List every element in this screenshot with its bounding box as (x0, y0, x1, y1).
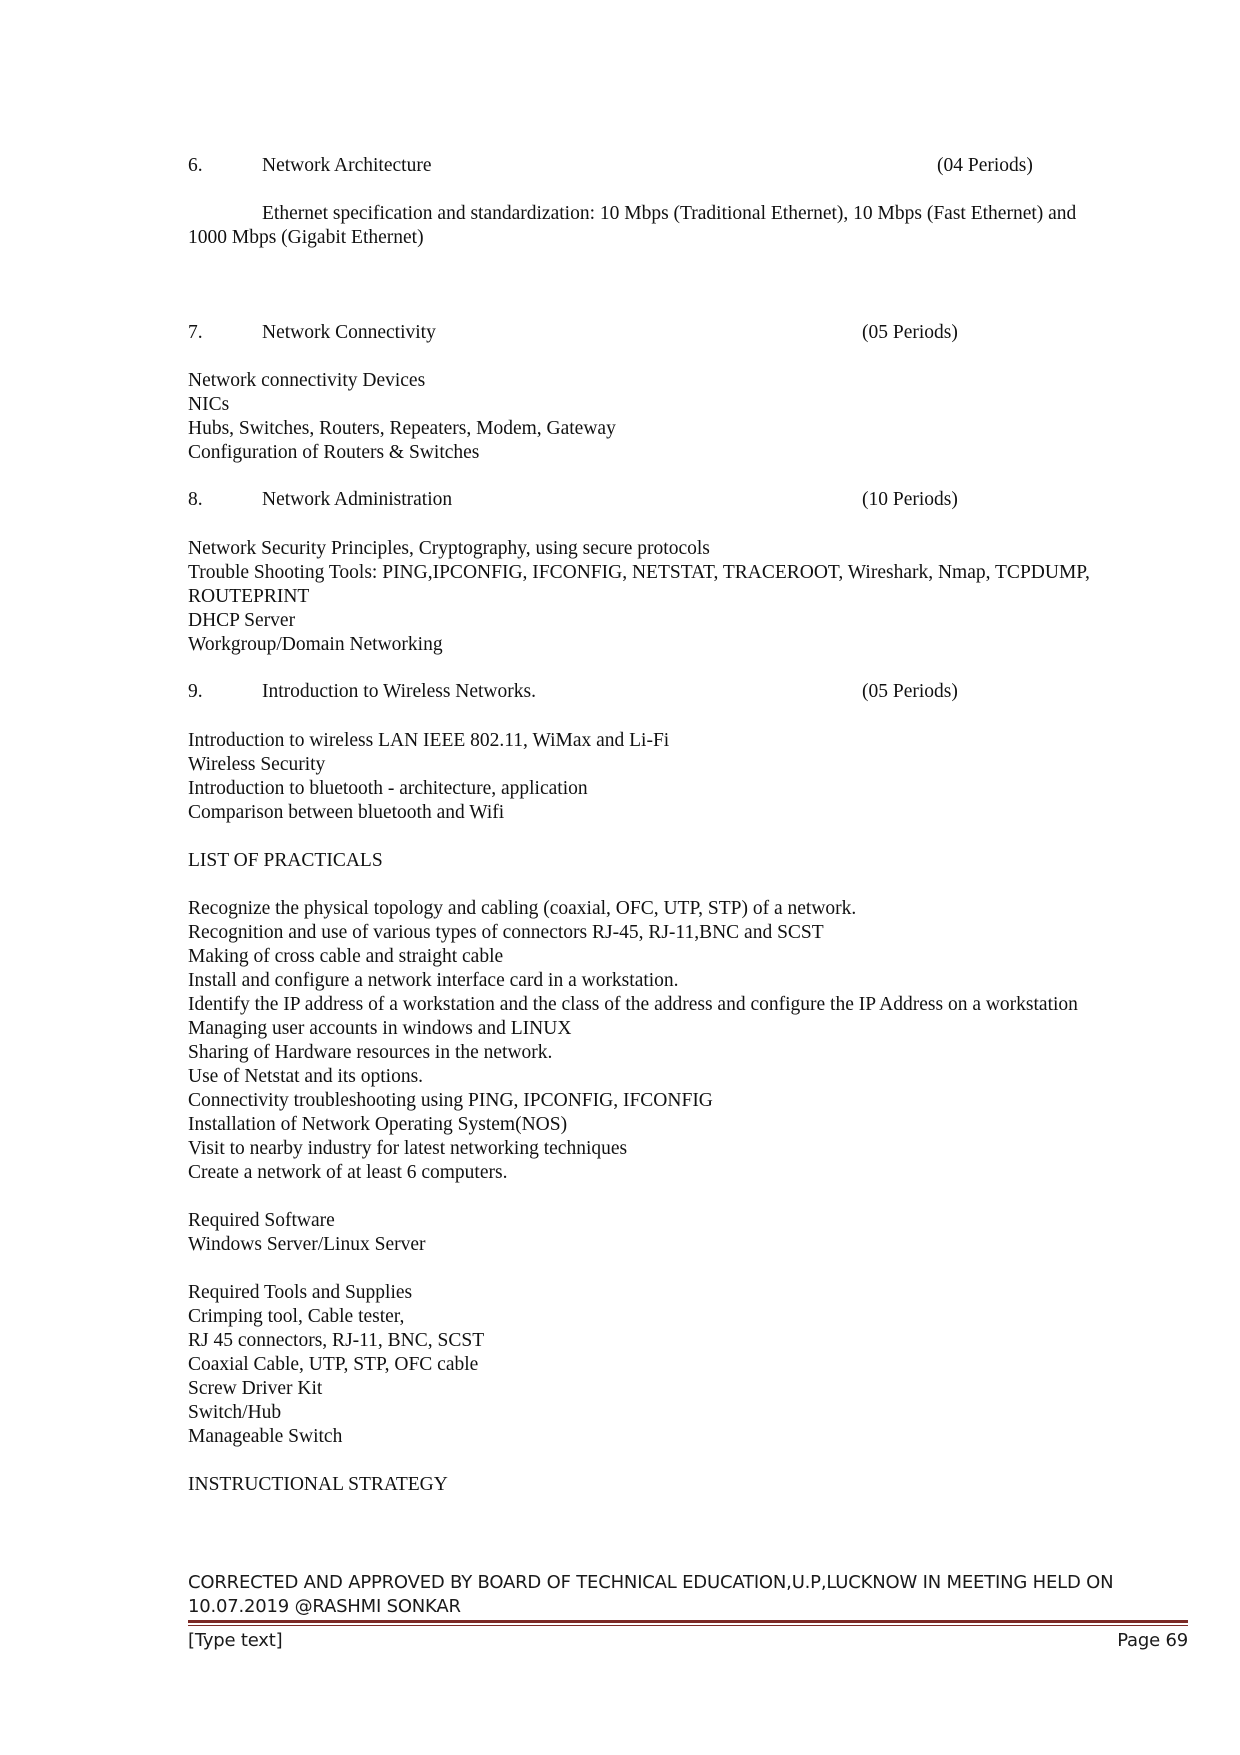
page-number: Page 69 (1117, 1630, 1188, 1651)
section-paragraph: Ethernet specification and standardization: 10 Mbps (Traditional Ethernet), 10 Mbps (Fast Ethernet) and (262, 203, 1077, 224)
footer-divider (188, 1625, 1188, 1626)
list-item: Managing user accounts in windows and LINUX (188, 1018, 572, 1039)
list-item: Windows Server/Linux Server (188, 1234, 426, 1255)
section-number: 7. (188, 322, 203, 343)
list-item: Coaxial Cable, UTP, STP, OFC cable (188, 1354, 479, 1375)
footer-divider (188, 1620, 1188, 1623)
section-heading: Required Tools and Supplies (188, 1282, 413, 1303)
list-item: Screw Driver Kit (188, 1378, 323, 1399)
list-item: Hubs, Switches, Routers, Repeaters, Modem, Gateway (188, 418, 616, 439)
list-item: Install and configure a network interface card in a workstation. (188, 970, 679, 991)
list-item: Comparison between bluetooth and Wifi (188, 802, 505, 823)
list-item: ROUTEPRINT (188, 586, 310, 607)
section-periods: (05 Periods) (862, 322, 958, 343)
list-item: Configuration of Routers & Switches (188, 442, 480, 463)
list-item: DHCP Server (188, 610, 296, 631)
section-periods: (05 Periods) (862, 681, 958, 702)
section-title: Network Administration (262, 489, 453, 510)
list-item: RJ 45 connectors, RJ-11, BNC, SCST (188, 1330, 485, 1351)
section-title: Network Connectivity (262, 322, 436, 343)
list-item: Network Security Principles, Cryptography, using secure protocols (188, 538, 710, 559)
list-item: Recognize the physical topology and cabling (coaxial, OFC, UTP, STP) of a network. (188, 898, 857, 919)
list-item: Sharing of Hardware resources in the network. (188, 1042, 553, 1063)
list-item: Wireless Security (188, 754, 326, 775)
list-item: Introduction to bluetooth - architecture, application (188, 778, 588, 799)
list-item: Visit to nearby industry for latest networking techniques (188, 1138, 628, 1159)
list-item: Installation of Network Operating System(NOS) (188, 1114, 568, 1135)
list-item: Manageable Switch (188, 1426, 343, 1447)
list-item: Making of cross cable and straight cable (188, 946, 504, 967)
list-item: Connectivity troubleshooting using PING, IPCONFIG, IFCONFIG (188, 1090, 713, 1111)
approval-note: CORRECTED AND APPROVED BY BOARD OF TECHNICAL EDUCATION,U.P,LUCKNOW IN MEETING HELD ON (188, 1572, 1114, 1593)
section-paragraph: 1000 Mbps (Gigabit Ethernet) (188, 227, 424, 248)
section-title: Network Architecture (262, 155, 432, 176)
section-title: Introduction to Wireless Networks. (262, 681, 536, 702)
list-item: Identify the IP address of a workstation and the class of the address and configure the IP Address on a workstation (188, 994, 1078, 1015)
list-item: Recognition and use of various types of connectors RJ-45, RJ-11,BNC and SCST (188, 922, 824, 943)
list-item: Use of Netstat and its options. (188, 1066, 424, 1087)
approval-note: 10.07.2019 @RASHMI SONKAR (188, 1596, 461, 1617)
list-item: Network connectivity Devices (188, 370, 426, 391)
section-number: 6. (188, 155, 203, 176)
list-item: NICs (188, 394, 230, 415)
list-item: Workgroup/Domain Networking (188, 634, 443, 655)
section-number: 9. (188, 681, 203, 702)
section-heading: Required Software (188, 1210, 335, 1231)
section-number: 8. (188, 489, 203, 510)
list-item: Create a network of at least 6 computers. (188, 1162, 508, 1183)
list-item: Switch/Hub (188, 1402, 282, 1423)
list-item: Trouble Shooting Tools: PING,IPCONFIG, IFCONFIG, NETSTAT, TRACEROOT, Wireshark, Nmap, TCPDUMP, (188, 562, 1090, 583)
list-item: Crimping tool, Cable tester, (188, 1306, 405, 1327)
section-periods: (10 Periods) (862, 489, 958, 510)
footer-left-text: [Type text] (188, 1630, 283, 1651)
section-heading: INSTRUCTIONAL STRATEGY (188, 1474, 448, 1495)
list-item: Introduction to wireless LAN IEEE 802.11, WiMax and Li-Fi (188, 730, 670, 751)
section-periods: (04 Periods) (937, 155, 1033, 176)
section-heading: LIST OF PRACTICALS (188, 850, 383, 871)
